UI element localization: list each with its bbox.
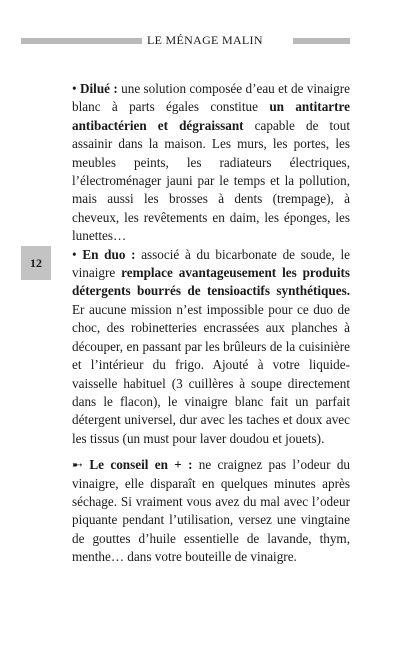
book-title: LE MÉNAGE MALIN: [147, 33, 263, 47]
item-lead: En duo :: [82, 246, 136, 262]
bullet-icon: •: [72, 246, 77, 262]
item-text: Er aucune mission n’est impossible pour ce duo de choc, des robinetteries encrassées aux planches à découper, en passant par les brûleurs de la cuisinière et l’intérieur du frigo. Ajouté à votre liquide-vaisselle habituel (3 cuillères à soupe directement dans le flacon), le vinaigre blanc fait un parfait détergent universel, dur avec les taches et doux avec les tissus (un must pour laver doudou et jouets).: [72, 301, 350, 446]
tip-lead: Le conseil en + :: [89, 457, 193, 473]
item-text: capable de tout assainir dans la maison. Les murs, les portes, les meubles peints, les radiateurs électriques, l’électroménager jauni par le temps et la pollution, mais aussi les brosses à dents (trempage), à cheveux, les revêtements en daim, les éponges, les lunettes…: [72, 117, 351, 244]
tip-paragraph: [72, 456, 350, 566]
paragraph-gap: [72, 448, 350, 456]
item-text: associé à du bicarbonate de soude, le vinaigre: [72, 246, 350, 281]
header-rule-right: [293, 38, 350, 44]
bullet-icon: •: [72, 81, 77, 96]
list-item-en-duo: [72, 246, 350, 448]
arrow-icon: ➸: [72, 457, 84, 473]
page-number: 12: [30, 256, 42, 270]
running-header: [21, 34, 350, 48]
page-number-tab: [21, 246, 51, 280]
header-rule-left: [21, 38, 142, 44]
list-item-dilue: [72, 80, 350, 246]
item-text: une solution composée d’eau et de vinaigre blanc à parts égales constitue: [72, 81, 350, 115]
item-emphasis: un antitartre antibactérien et dégraissant: [72, 99, 351, 133]
tip-text: ne craignez pas l’odeur du vinaigre, elle disparaît en quelques minutes après séchage. Si vraiment vous avez du mal avec l’odeur piquante pendant l’utilisation, versez une vingtaine de gouttes d’huile essentielle de lavande, thym, menthe… dans votre bouteille de vinaigre.: [72, 457, 351, 565]
body-text: [72, 80, 350, 567]
item-emphasis: remplace avantageusement les produits détergents bourrés de tensioactifs synthétiques.: [72, 265, 351, 299]
item-lead: Dilué :: [79, 81, 118, 96]
